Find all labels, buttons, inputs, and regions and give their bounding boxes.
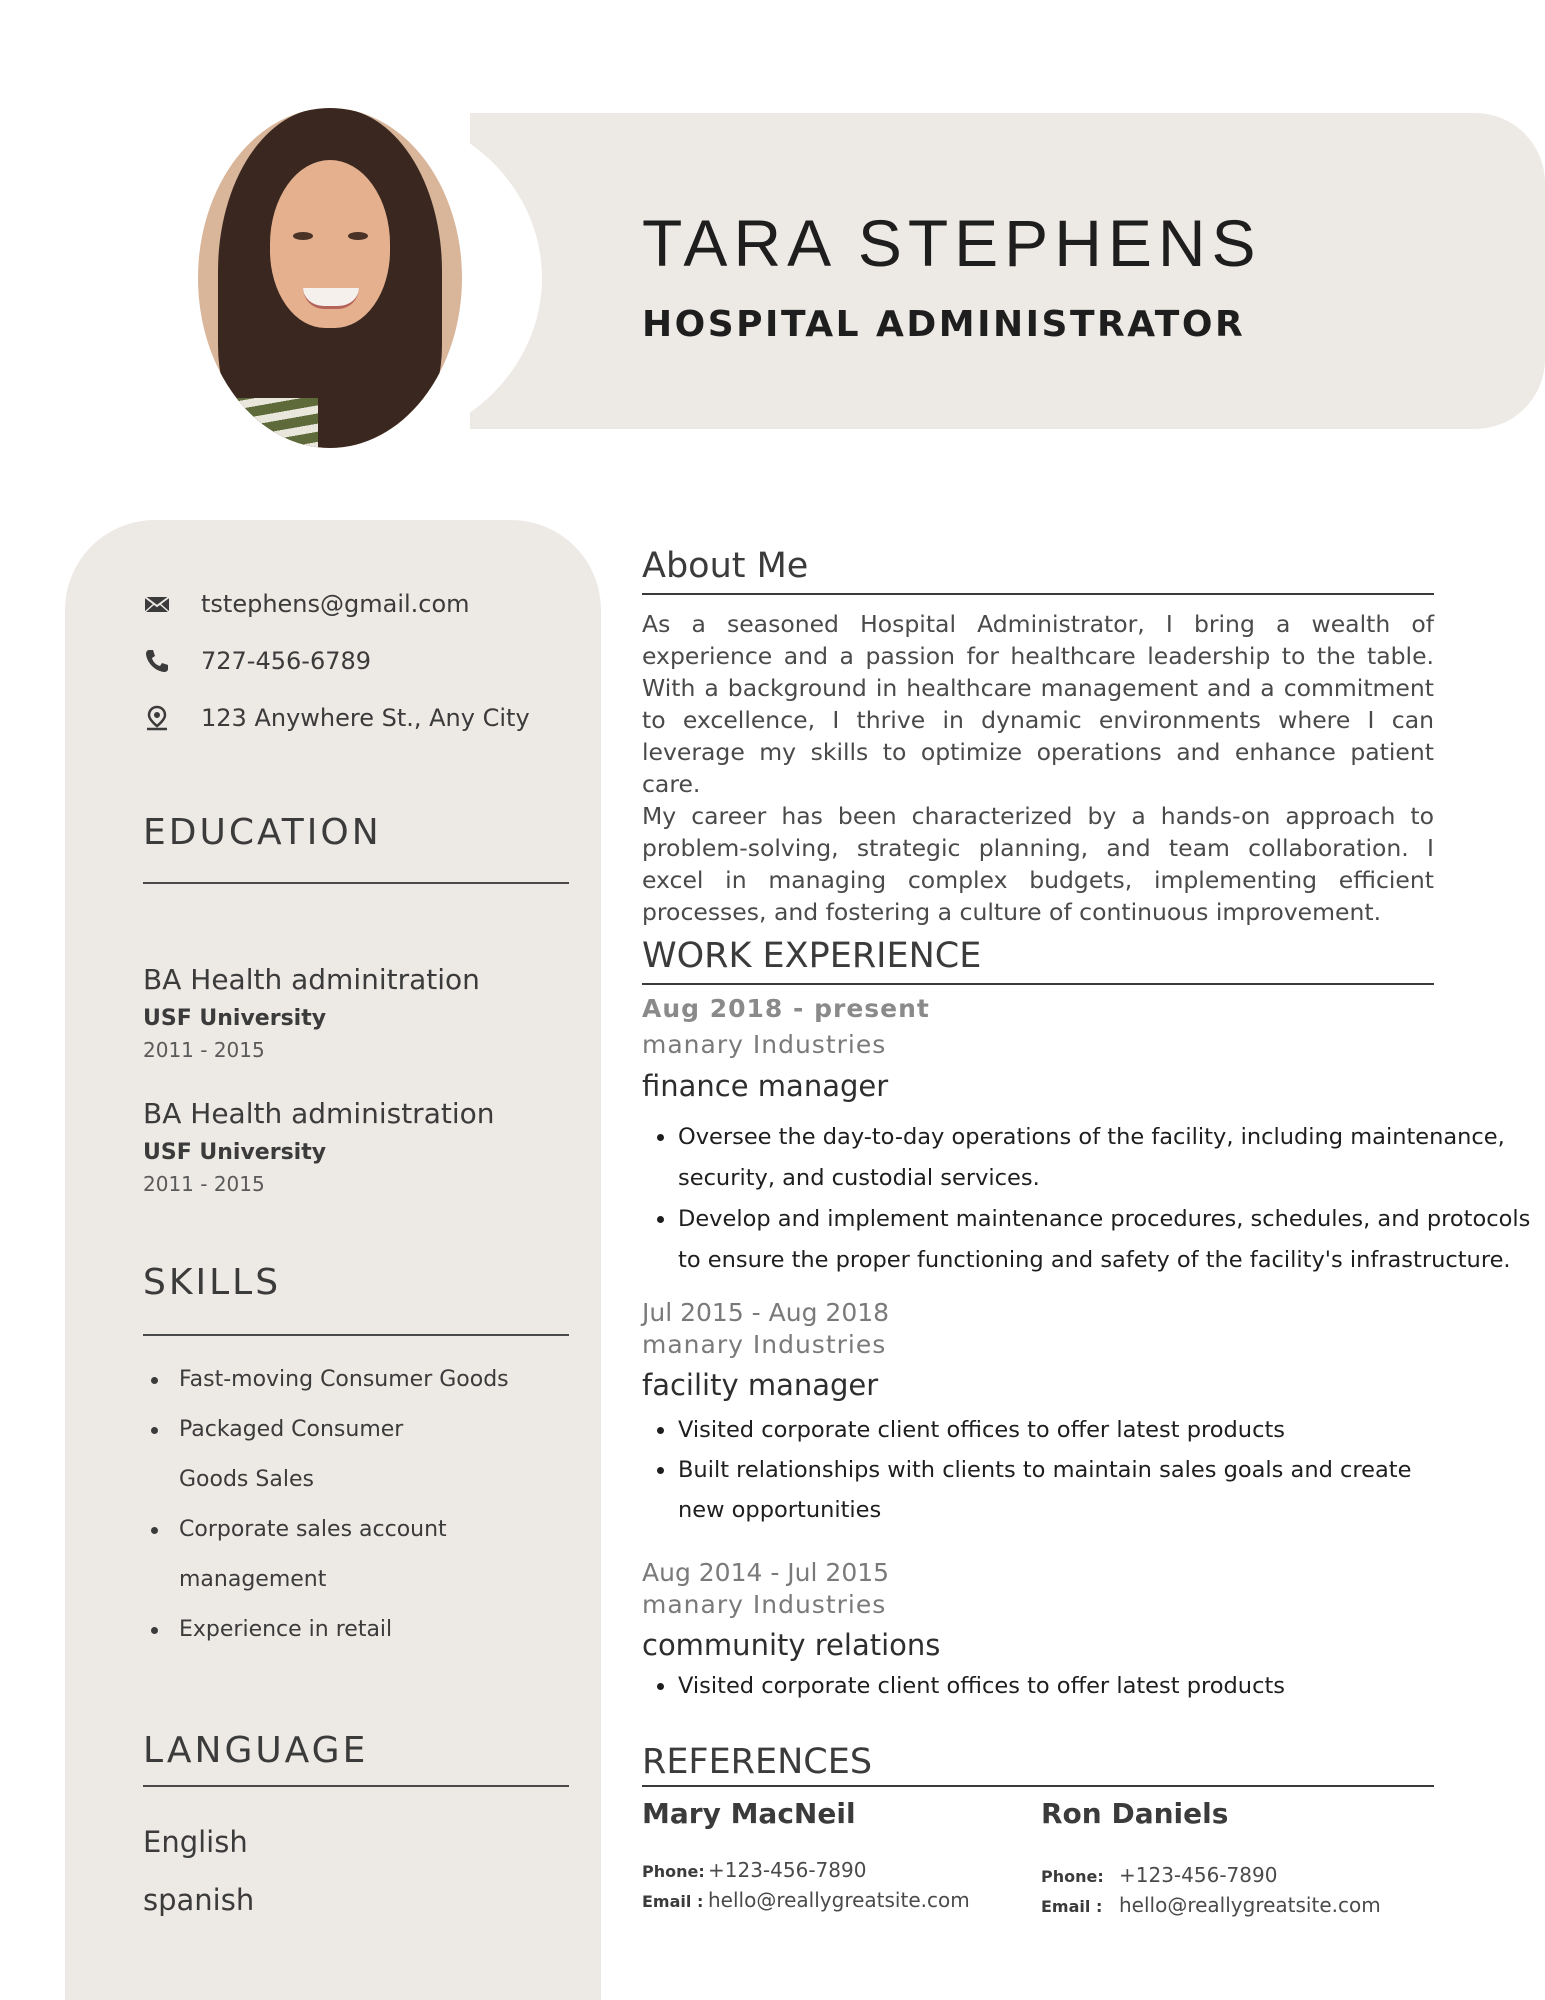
about-paragraph: As a seasoned Hospital Administrator, I bring a wealth of experience and a passion for healthcare leadership to the table. With a background in healthcare management and a commitment to excellence, I thrive in dynamic environments where I can leverage my skills to optimize operations and enhance patient care.: [642, 610, 1434, 798]
phone-label: Phone:: [1041, 1867, 1104, 1886]
skill-item: Corporate sales account management: [143, 1505, 479, 1605]
education-degree: BA Health adminitration: [143, 963, 480, 996]
email-text: tstephens@gmail.com: [201, 590, 470, 618]
candidate-title: HOSPITAL ADMINISTRATOR: [642, 304, 1246, 345]
job-title: finance manager: [642, 1069, 889, 1103]
education-school: USF University: [143, 1006, 327, 1031]
skill-item: Fast-moving Consumer Goods: [143, 1355, 563, 1405]
contact-email[interactable]: [143, 590, 470, 618]
language-heading: LANGUAGE: [143, 1730, 369, 1771]
job-title: facility manager: [642, 1368, 879, 1402]
job-bullet: Oversee the day-to-day operations of the facility, including maintenance, security, and custodial services.: [642, 1117, 1542, 1199]
location-pin-icon: [143, 704, 171, 732]
reference-email[interactable]: [1041, 1893, 1381, 1917]
reference-name: Mary MacNeil: [642, 1797, 856, 1830]
profile-photo: [198, 108, 462, 448]
phone-text: 727-456-6789: [201, 647, 372, 675]
phone-label: Phone:: [642, 1862, 705, 1881]
language-divider: [143, 1785, 569, 1787]
education-degree: BA Health administration: [143, 1097, 495, 1130]
references-heading: REFERENCES: [642, 1742, 873, 1782]
work-heading: WORK EXPERIENCE: [642, 936, 982, 976]
reference-name: Ron Daniels: [1041, 1797, 1229, 1830]
reference-email[interactable]: [642, 1888, 970, 1912]
language-item: spanish: [143, 1883, 255, 1917]
job-dates: Jul 2015 - Aug 2018: [642, 1298, 890, 1327]
reference-phone[interactable]: [1041, 1863, 1277, 1887]
education-years: 2011 - 2015: [143, 1038, 265, 1062]
skills-divider: [143, 1334, 569, 1336]
envelope-icon: [143, 590, 171, 618]
job-bullet: Visited corporate client offices to offer latest products: [642, 1410, 1442, 1450]
about-heading: About Me: [642, 546, 809, 586]
language-item: English: [143, 1825, 248, 1859]
education-heading: EDUCATION: [143, 812, 382, 853]
education-school: USF University: [143, 1140, 327, 1165]
work-divider: [642, 983, 1434, 985]
address-text: 123 Anywhere St., Any City: [201, 704, 530, 732]
job-dates: Aug 2014 - Jul 2015: [642, 1558, 890, 1587]
job-company: manary Industries: [642, 1030, 887, 1059]
phone-value: +123-456-7890: [1119, 1863, 1278, 1887]
job-title: community relations: [642, 1628, 941, 1662]
references-divider: [642, 1785, 1434, 1787]
sidebar-panel: [65, 520, 601, 2000]
job-bullets: [642, 1668, 1442, 1704]
phone-icon: [143, 647, 171, 675]
about-text: [642, 608, 1434, 928]
job-bullets: [642, 1410, 1442, 1530]
about-paragraph: My career has been characterized by a hands-on approach to problem-solving, strategic planning, and team collaboration. I excel in managing complex budgets, implementing efficient processes, and fostering a culture of continuous improvement.: [642, 802, 1434, 926]
job-dates: Aug 2018 - present: [642, 994, 930, 1023]
skills-list: [143, 1355, 563, 1655]
skills-heading: SKILLS: [143, 1262, 282, 1303]
skill-item: Experience in retail: [143, 1605, 563, 1655]
candidate-name: TARA STEPHENS: [642, 206, 1262, 280]
email-label: Email :: [1041, 1897, 1103, 1916]
email-value: hello@reallygreatsite.com: [708, 1888, 970, 1912]
reference-phone[interactable]: [642, 1858, 866, 1882]
job-bullet: Built relationships with clients to maintain sales goals and create new opportunities: [642, 1450, 1442, 1530]
skill-item: Packaged Consumer Goods Sales: [143, 1405, 479, 1505]
about-divider: [642, 593, 1434, 595]
job-bullets: [642, 1117, 1542, 1281]
education-years: 2011 - 2015: [143, 1172, 265, 1196]
email-label: Email :: [642, 1892, 704, 1911]
contact-address[interactable]: [143, 704, 530, 732]
job-bullet: Develop and implement maintenance procedures, schedules, and protocols to ensure the proper functioning and safety of the facility's infrastructure.: [642, 1199, 1542, 1281]
contact-phone[interactable]: [143, 647, 371, 675]
job-company: manary Industries: [642, 1590, 887, 1619]
phone-value: +123-456-7890: [708, 1858, 867, 1882]
email-value: hello@reallygreatsite.com: [1119, 1893, 1381, 1917]
job-company: manary Industries: [642, 1330, 887, 1359]
education-divider: [143, 882, 569, 884]
job-bullet: Visited corporate client offices to offer latest products: [642, 1668, 1442, 1704]
